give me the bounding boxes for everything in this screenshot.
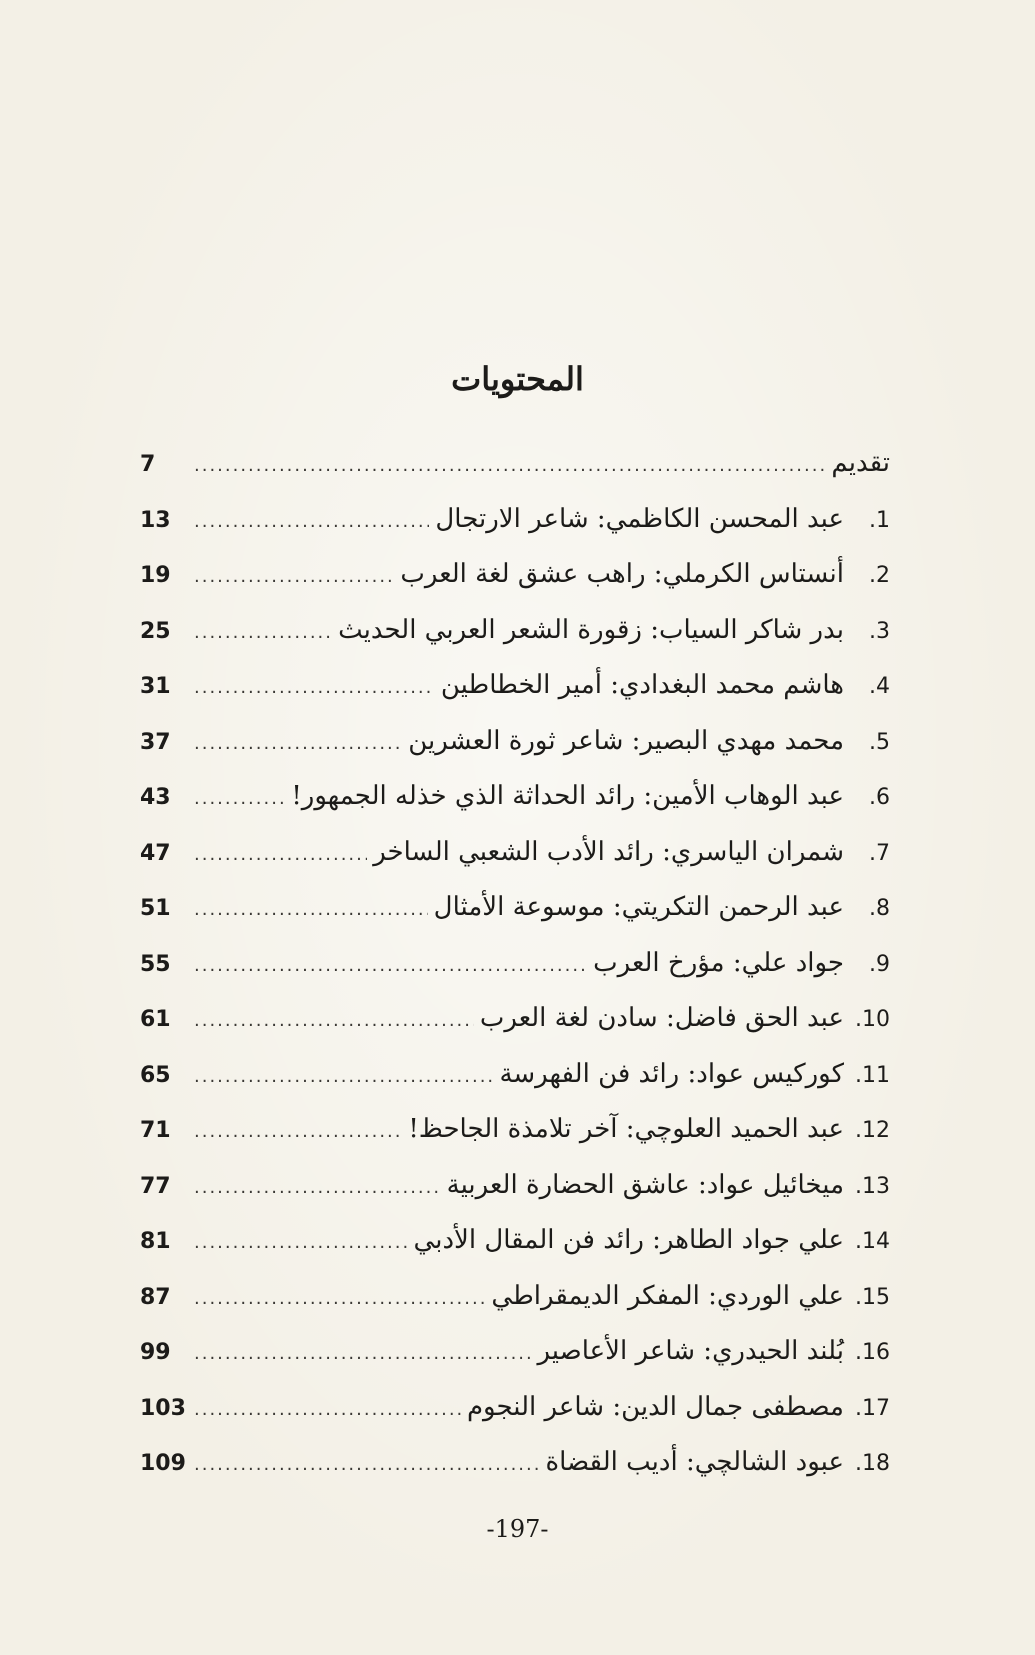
toc-entry-number: 4. <box>869 674 890 699</box>
toc-entry-title: مصطفى جمال الدين: شاعر النجوم <box>466 1391 844 1422</box>
toc-entry-page: 87 <box>140 1284 171 1310</box>
toc-entry <box>140 559 890 615</box>
toc-entry <box>140 1059 890 1115</box>
toc-entry-page: 25 <box>140 618 171 644</box>
toc-entry-number: 18. <box>855 1451 890 1476</box>
toc-entry-number: 1. <box>869 507 890 533</box>
toc-entry-title: هاشم محمد البغدادي: أمير الخطاطين <box>440 670 844 700</box>
toc-entry-title: محمد مهدي البصير: شاعر ثورة العشرين <box>408 725 844 756</box>
toc-entry-title: عبود الشالچي: أديب القضاة <box>545 1447 844 1477</box>
table-of-contents <box>140 448 890 1503</box>
toc-entry-title: أنستاس الكرملي: راهب عشق لغة العرب <box>400 559 844 589</box>
toc-entry-title: كوركيس عواد: رائد فن الفهرسة <box>499 1058 844 1089</box>
toc-entry-page: 31 <box>140 674 171 699</box>
toc-entry <box>140 1170 890 1226</box>
toc-entry <box>140 837 890 893</box>
toc-leader-dots <box>194 733 402 754</box>
toc-entry-number: 5. <box>869 729 890 755</box>
toc-entry-page: 47 <box>140 840 171 866</box>
toc-entry-title: ميخائيل عواد: عاشق الحضارة العربية <box>446 1169 844 1200</box>
toc-leader-dots <box>194 1399 461 1420</box>
toc-leader-dots <box>194 622 332 643</box>
toc-entry-number: 16. <box>855 1340 890 1365</box>
toc-entry-page: 99 <box>140 1340 171 1365</box>
toc-entry-title: علي جواد الطاهر: رائد فن المقال الأدبي <box>413 1225 844 1255</box>
toc-leader-dots <box>194 1121 402 1142</box>
toc-entry <box>140 615 890 671</box>
toc-entry-title: شمران الياسري: رائد الأدب الشعبي الساخر <box>373 836 844 867</box>
toc-entry-page: 109 <box>140 1451 186 1476</box>
toc-leader-dots <box>194 1288 485 1309</box>
toc-entry-number: 7. <box>869 840 890 866</box>
toc-leader-dots <box>194 1232 408 1253</box>
toc-entry-number: 2. <box>869 563 890 588</box>
toc-entry <box>140 1225 890 1281</box>
toc-entry-page: 19 <box>140 563 171 588</box>
toc-entry-page: 71 <box>140 1118 171 1143</box>
toc-entry-title: عبد الحميد العلوچي: آخر تلامذة الجاحظ! <box>408 1114 844 1144</box>
toc-entry-title: عبد الحق فاضل: سادن لغة العرب <box>479 1003 844 1033</box>
toc-entry <box>140 1447 890 1503</box>
page-title: المحتويات <box>451 360 584 398</box>
toc-entry-page: 43 <box>140 785 171 810</box>
toc-entry <box>140 1114 890 1170</box>
toc-entry <box>140 1281 890 1337</box>
toc-entry-page: 37 <box>140 729 171 755</box>
toc-entry-number: 17. <box>855 1395 890 1421</box>
toc-entry <box>140 1336 890 1392</box>
toc-entry-number: 15. <box>855 1284 890 1310</box>
toc-entry-number: 10. <box>855 1007 890 1032</box>
toc-entry <box>140 948 890 1004</box>
toc-leader-dots <box>194 955 587 976</box>
toc-entry-title: علي الوردي: المفكر الديمقراطي <box>491 1280 844 1311</box>
toc-entry-title: عبد الرحمن التكريتي: موسوعة الأمثال <box>433 892 844 922</box>
page-number: -197- <box>486 1515 549 1543</box>
toc-leader-dots <box>194 455 825 476</box>
toc-entry <box>140 1392 890 1448</box>
toc-entry-number: 6. <box>869 785 890 810</box>
toc-entry <box>140 504 890 560</box>
toc-entry <box>140 781 890 837</box>
toc-leader-dots <box>194 1010 474 1031</box>
toc-entry-page: 55 <box>140 951 171 977</box>
toc-entry-title: بدر شاكر السياب: زقورة الشعر العربي الحديث <box>338 614 844 645</box>
toc-entry-number: 8. <box>869 896 890 921</box>
toc-entry-page: 51 <box>140 896 171 921</box>
toc-entry-page: 65 <box>140 1062 171 1088</box>
toc-entry-number: 11. <box>855 1062 890 1088</box>
toc-leader-dots <box>194 1454 539 1475</box>
toc-leader-dots <box>194 511 429 532</box>
toc-entry-number: 3. <box>869 618 890 644</box>
toc-leader-dots <box>194 788 285 809</box>
toc-entry-page: 61 <box>140 1007 171 1032</box>
toc-entry <box>140 892 890 948</box>
toc-entry <box>140 448 890 504</box>
toc-entry-page: 81 <box>140 1229 171 1254</box>
toc-leader-dots <box>194 899 428 920</box>
toc-entry-number: 13. <box>855 1173 890 1199</box>
toc-leader-dots <box>194 1177 441 1198</box>
toc-entry-number: 12. <box>855 1118 890 1143</box>
toc-leader-dots <box>194 1066 493 1087</box>
toc-entry-page: 13 <box>140 507 171 533</box>
toc-entry <box>140 1003 890 1059</box>
toc-entry-number: 14. <box>855 1229 890 1254</box>
toc-entry-title: بُلند الحيدري: شاعر الأعاصير <box>537 1336 844 1366</box>
toc-entry-title: تقديم <box>831 448 890 478</box>
toc-entry-title: عبد الوهاب الأمين: رائد الحداثة الذي خذله الجمهور! <box>291 781 844 811</box>
toc-entry <box>140 726 890 782</box>
toc-entry-number: 9. <box>869 951 890 977</box>
toc-entry-page: 7 <box>140 452 156 477</box>
toc-entry-page: 77 <box>140 1173 171 1199</box>
toc-entry-title: جواد علي: مؤرخ العرب <box>593 947 844 978</box>
toc-leader-dots <box>194 1343 531 1364</box>
toc-entry-title: عبد المحسن الكاظمي: شاعر الارتجال <box>435 503 844 534</box>
toc-leader-dots <box>194 844 367 865</box>
toc-entry-page: 103 <box>140 1395 186 1421</box>
toc-leader-dots <box>194 677 435 698</box>
toc-entry <box>140 670 890 726</box>
toc-leader-dots <box>194 566 394 587</box>
